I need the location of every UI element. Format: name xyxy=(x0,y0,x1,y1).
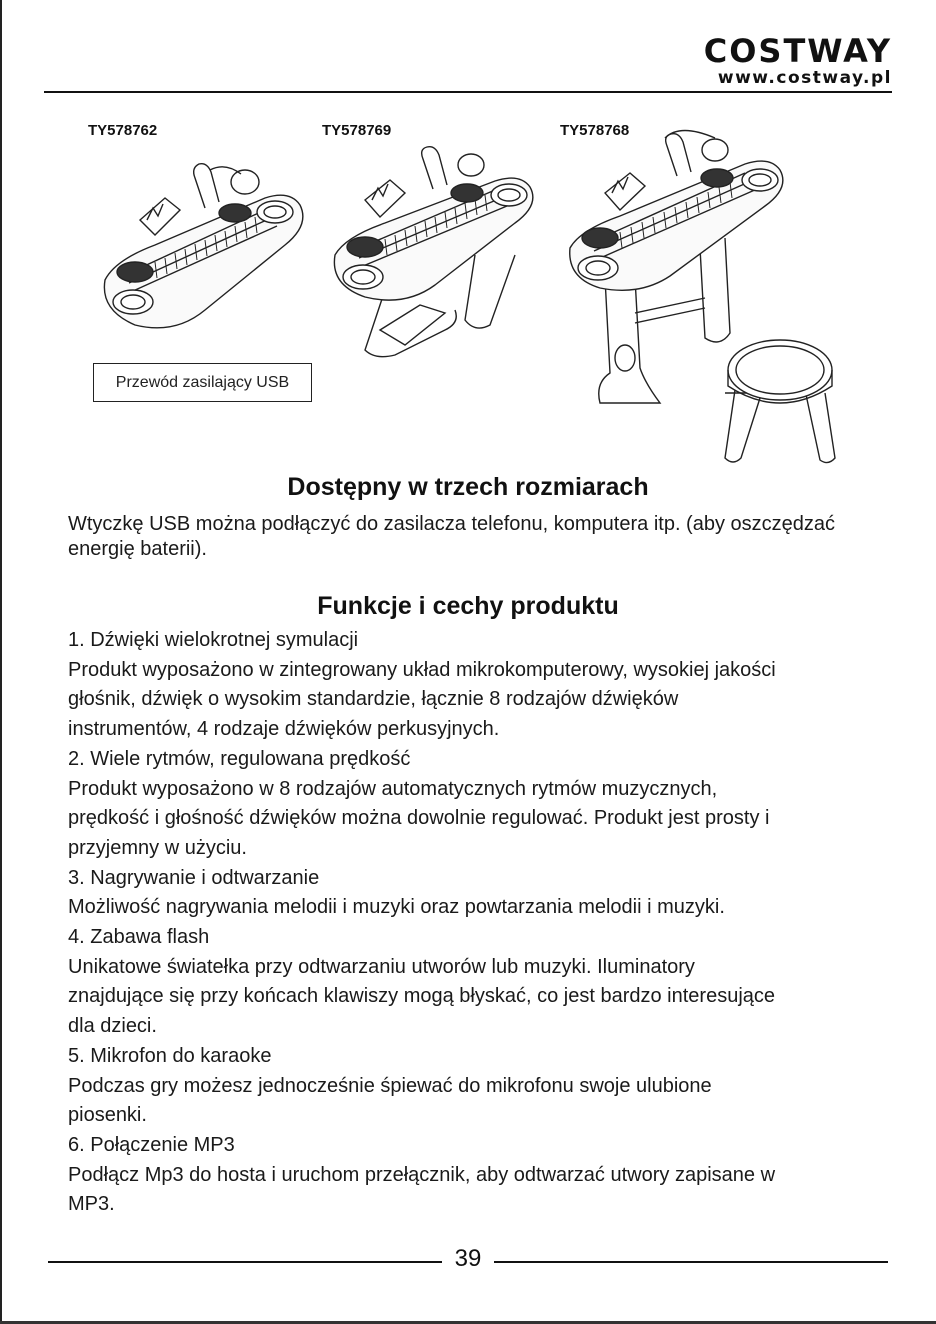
feature-line: dla dzieci. xyxy=(68,1015,157,1038)
brand-logo xyxy=(704,34,892,88)
feature-line: MP3. xyxy=(68,1193,115,1216)
feature-line: 1. Dźwięki wielokrotnej symulacji xyxy=(68,629,359,651)
brand-name: COSTWAY xyxy=(703,32,892,70)
feature-line: Unikatowe światełka przy odtwarzaniu utworów lub muzyki. Iluminatory xyxy=(68,955,695,978)
section-heading-features: Funkcje i cechy produktu xyxy=(317,592,619,620)
feature-line: piosenki. xyxy=(68,1104,147,1127)
feature-line: Produkt wyposażono w 8 rodzajów automatycznych rytmów muzycznych, xyxy=(68,777,718,800)
keyboard-with-stool-illustration xyxy=(565,128,855,478)
feature-line: Możliwość nagrywania melodii i muzyki oraz powtarzania melodii i muzyki. xyxy=(68,896,725,919)
feature-line: Produkt wyposażono w zintegrowany układ mikrokomputerowy, wysokiej jakości xyxy=(68,658,776,681)
feature-line: 3. Nagrywanie i odtwarzanie xyxy=(68,866,320,889)
footer-divider-right xyxy=(494,1261,888,1263)
feature-line: instrumentów, 4 rodzaje dźwięków perkusyjnych. xyxy=(68,718,500,741)
section-heading-sizes: Dostępny w trzech rozmiarach xyxy=(287,473,649,501)
feature-line: Podłącz Mp3 do hosta i uruchom przełącznik, aby odtwarzać utwory zapisane w xyxy=(68,1163,776,1186)
feature-line: znajdujące się przy końcach klawiszy mogą błyskać, co jest bardzo interesujące xyxy=(68,985,776,1008)
feature-line: Podczas gry możesz jednocześnie śpiewać do mikrofonu swoje ulubione xyxy=(68,1074,712,1097)
feature-line: 6. Połączenie MP3 xyxy=(68,1133,235,1156)
usb-cable-label: Przewód zasilający USB xyxy=(93,363,312,402)
feature-line: przyjemny w użyciu. xyxy=(68,836,247,859)
feature-line: 2. Wiele rytmów, regulowana prędkość xyxy=(68,747,411,770)
page-edge xyxy=(0,0,2,1324)
keyboard-small-illustration xyxy=(95,150,320,340)
model-label-1: TY578762 xyxy=(88,122,158,139)
model-label-3: TY578768 xyxy=(560,122,630,139)
feature-line: prędkość i głośność dźwięków można dowolnie regulować. Produkt jest prosty i xyxy=(68,807,770,830)
brand-url: www.costway.pl xyxy=(717,68,892,88)
keyboard-stand-illustration xyxy=(325,145,550,370)
footer-divider-left xyxy=(48,1261,442,1263)
header-divider xyxy=(44,91,892,93)
page-number: 39 xyxy=(454,1245,482,1272)
features-list xyxy=(68,626,888,1220)
feature-line: 5. Mikrofon do karaoke xyxy=(68,1044,272,1067)
feature-line: 4. Zabawa flash xyxy=(68,926,210,949)
model-label-2: TY578769 xyxy=(322,122,392,139)
usb-info-text: Wtyczkę USB można podłączyć do zasilacza telefonu, komputera itp. (aby oszczędzać energię baterii). xyxy=(68,513,836,560)
feature-line: głośnik, dźwięk o wysokim standardzie, łącznie 8 rodzajów dźwięków xyxy=(68,688,679,711)
